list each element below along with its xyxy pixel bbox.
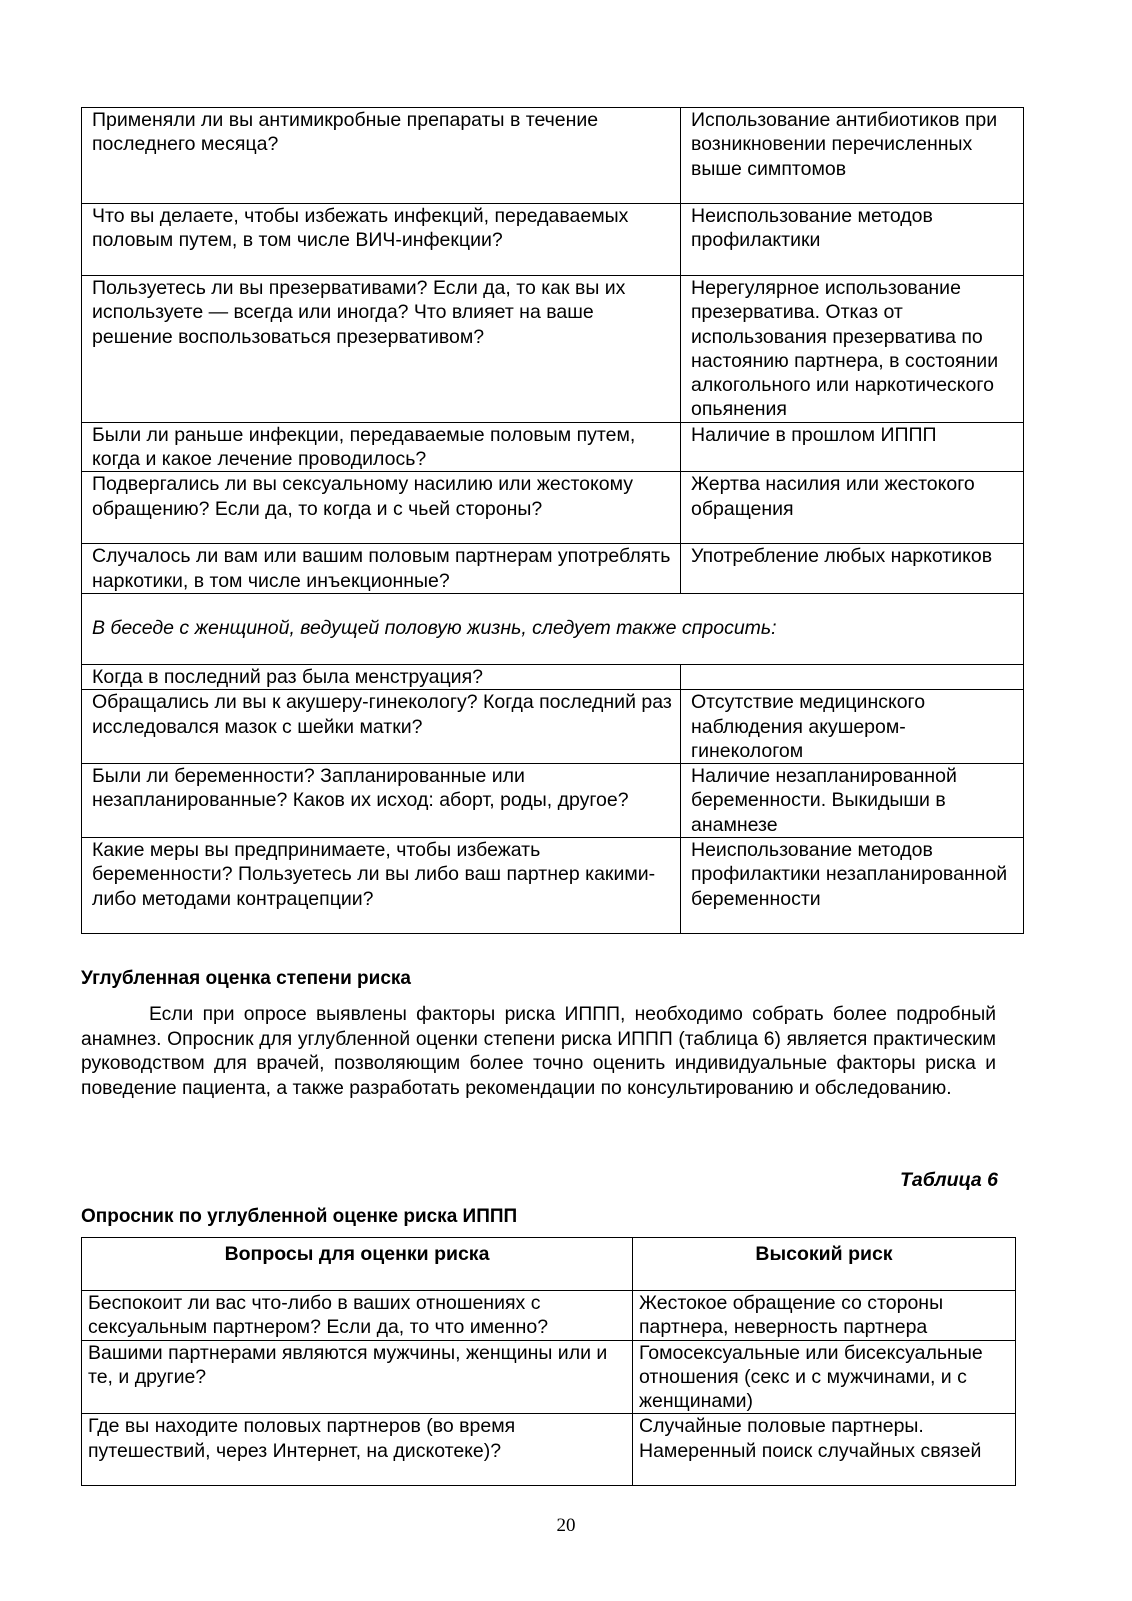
- table-note: В беседе с женщиной, ведущей половую жизнь, следует также спросить:: [82, 593, 1024, 664]
- risk-questions-table: [81, 107, 1024, 934]
- deep-risk-table: [81, 1237, 1016, 1486]
- question-cell: Были ли беременности? Запланированные или незапланированные? Каков их исход: аборт, роды, другое?: [82, 764, 681, 838]
- risk-factor-cell: [681, 664, 1024, 689]
- table-row: [82, 1291, 1016, 1341]
- table-label: Таблица 6: [899, 1169, 998, 1191]
- table-row: [82, 1414, 1016, 1486]
- risk-factor-cell: Случайные половые партнеры. Намеренный поиск случайных связей: [633, 1414, 1016, 1486]
- table-row: [82, 690, 1024, 764]
- table-row: [82, 664, 1024, 689]
- section-paragraph: Если при опросе выявлены факторы риска ИППП, необходимо собрать более подробный анамнез. Опросник для углубленной оценки степени риска ИППП (таблица 6) является практическим руководством для врачей, позволяющим более точно оценить индивидуальные факторы риска и поведение пациента, а также разработать рекомендации по консультированию и обследованию.: [81, 1004, 996, 1099]
- table-row: [82, 422, 1024, 472]
- question-cell: Какие меры вы предпринимаете, чтобы избежать беременности? Пользуетесь ли вы либо ваш партнер какими-либо методами контрацепции?: [82, 838, 681, 934]
- table-row: [82, 838, 1024, 934]
- risk-factor-cell: Наличие незапланированной беременности. Выкидыши в анамнезе: [681, 764, 1024, 838]
- table-title: Опросник по углубленной оценке риска ИППП: [81, 1206, 518, 1227]
- risk-factor-cell: Жертва насилия или жестокого обращения: [681, 472, 1024, 544]
- question-cell: Где вы находите половых партнеров (во время путешествий, через Интернет, на дискотеке)?: [82, 1414, 633, 1486]
- table-row: [82, 276, 1024, 423]
- risk-factor-cell: Нерегулярное использование презерватива. Отказ от использования презерватива по настоянию партнера, в состоянии алкогольного или наркотического опьянения: [681, 276, 1024, 423]
- table-header-row: [82, 1238, 1016, 1291]
- question-cell: Беспокоит ли вас что-либо в ваших отношениях с сексуальным партнером? Если да, то что именно?: [82, 1291, 633, 1341]
- question-cell: Пользуетесь ли вы презервативами? Если да, то как вы их используете — всегда или иногда? Что влияет на ваше решение воспользоваться презервативом?: [82, 276, 681, 423]
- risk-factor-cell: Неиспользование методов профилактики незапланированной беременности: [681, 838, 1024, 934]
- table-row: [82, 544, 1024, 594]
- risk-factor-cell: Отсутствие медицинского наблюдения акушером-гинекологом: [681, 690, 1024, 764]
- table-row: [82, 1340, 1016, 1414]
- question-cell: Что вы делаете, чтобы избежать инфекций, передаваемых половым путем, в том числе ВИЧ-инфекции?: [82, 204, 681, 276]
- column-header: Высокий риск: [633, 1238, 1016, 1291]
- table-row: [82, 593, 1024, 664]
- question-cell: Вашими партнерами являются мужчины, женщины или и те, и другие?: [82, 1340, 633, 1414]
- table-row: [82, 472, 1024, 544]
- table-row: [82, 204, 1024, 276]
- risk-factor-cell: Жестокое обращение со стороны партнера, неверность партнера: [633, 1291, 1016, 1341]
- table-row: [82, 764, 1024, 838]
- page-number: 20: [556, 1515, 576, 1536]
- section-heading: Углубленная оценка степени риска: [81, 968, 411, 989]
- question-cell: Применяли ли вы антимикробные препараты в течение последнего месяца?: [82, 108, 681, 204]
- risk-factor-cell: Использование антибиотиков при возникновении перечисленных выше симптомов: [681, 108, 1024, 204]
- risk-factor-cell: Употребление любых наркотиков: [681, 544, 1024, 594]
- question-cell: Обращались ли вы к акушеру-гинекологу? Когда последний раз исследовался мазок с шейки матки?: [82, 690, 681, 764]
- question-cell: Случалось ли вам или вашим половым партнерам употреблять наркотики, в том числе инъекционные?: [82, 544, 681, 594]
- risk-factor-cell: Гомосексуальные или бисексуальные отношения (секс и с мужчинами, и с женщинами): [633, 1340, 1016, 1414]
- question-cell: Подвергались ли вы сексуальному насилию или жестокому обращению? Если да, то когда и с чьей стороны?: [82, 472, 681, 544]
- question-cell: Когда в последний раз была менструация?: [82, 664, 681, 689]
- risk-factor-cell: Неиспользование методов профилактики: [681, 204, 1024, 276]
- risk-factor-cell: Наличие в прошлом ИППП: [681, 422, 1024, 472]
- table-row: [82, 108, 1024, 204]
- question-cell: Были ли раньше инфекции, передаваемые половым путем, когда и какое лечение проводилось?: [82, 422, 681, 472]
- column-header: Вопросы для оценки риска: [82, 1238, 633, 1291]
